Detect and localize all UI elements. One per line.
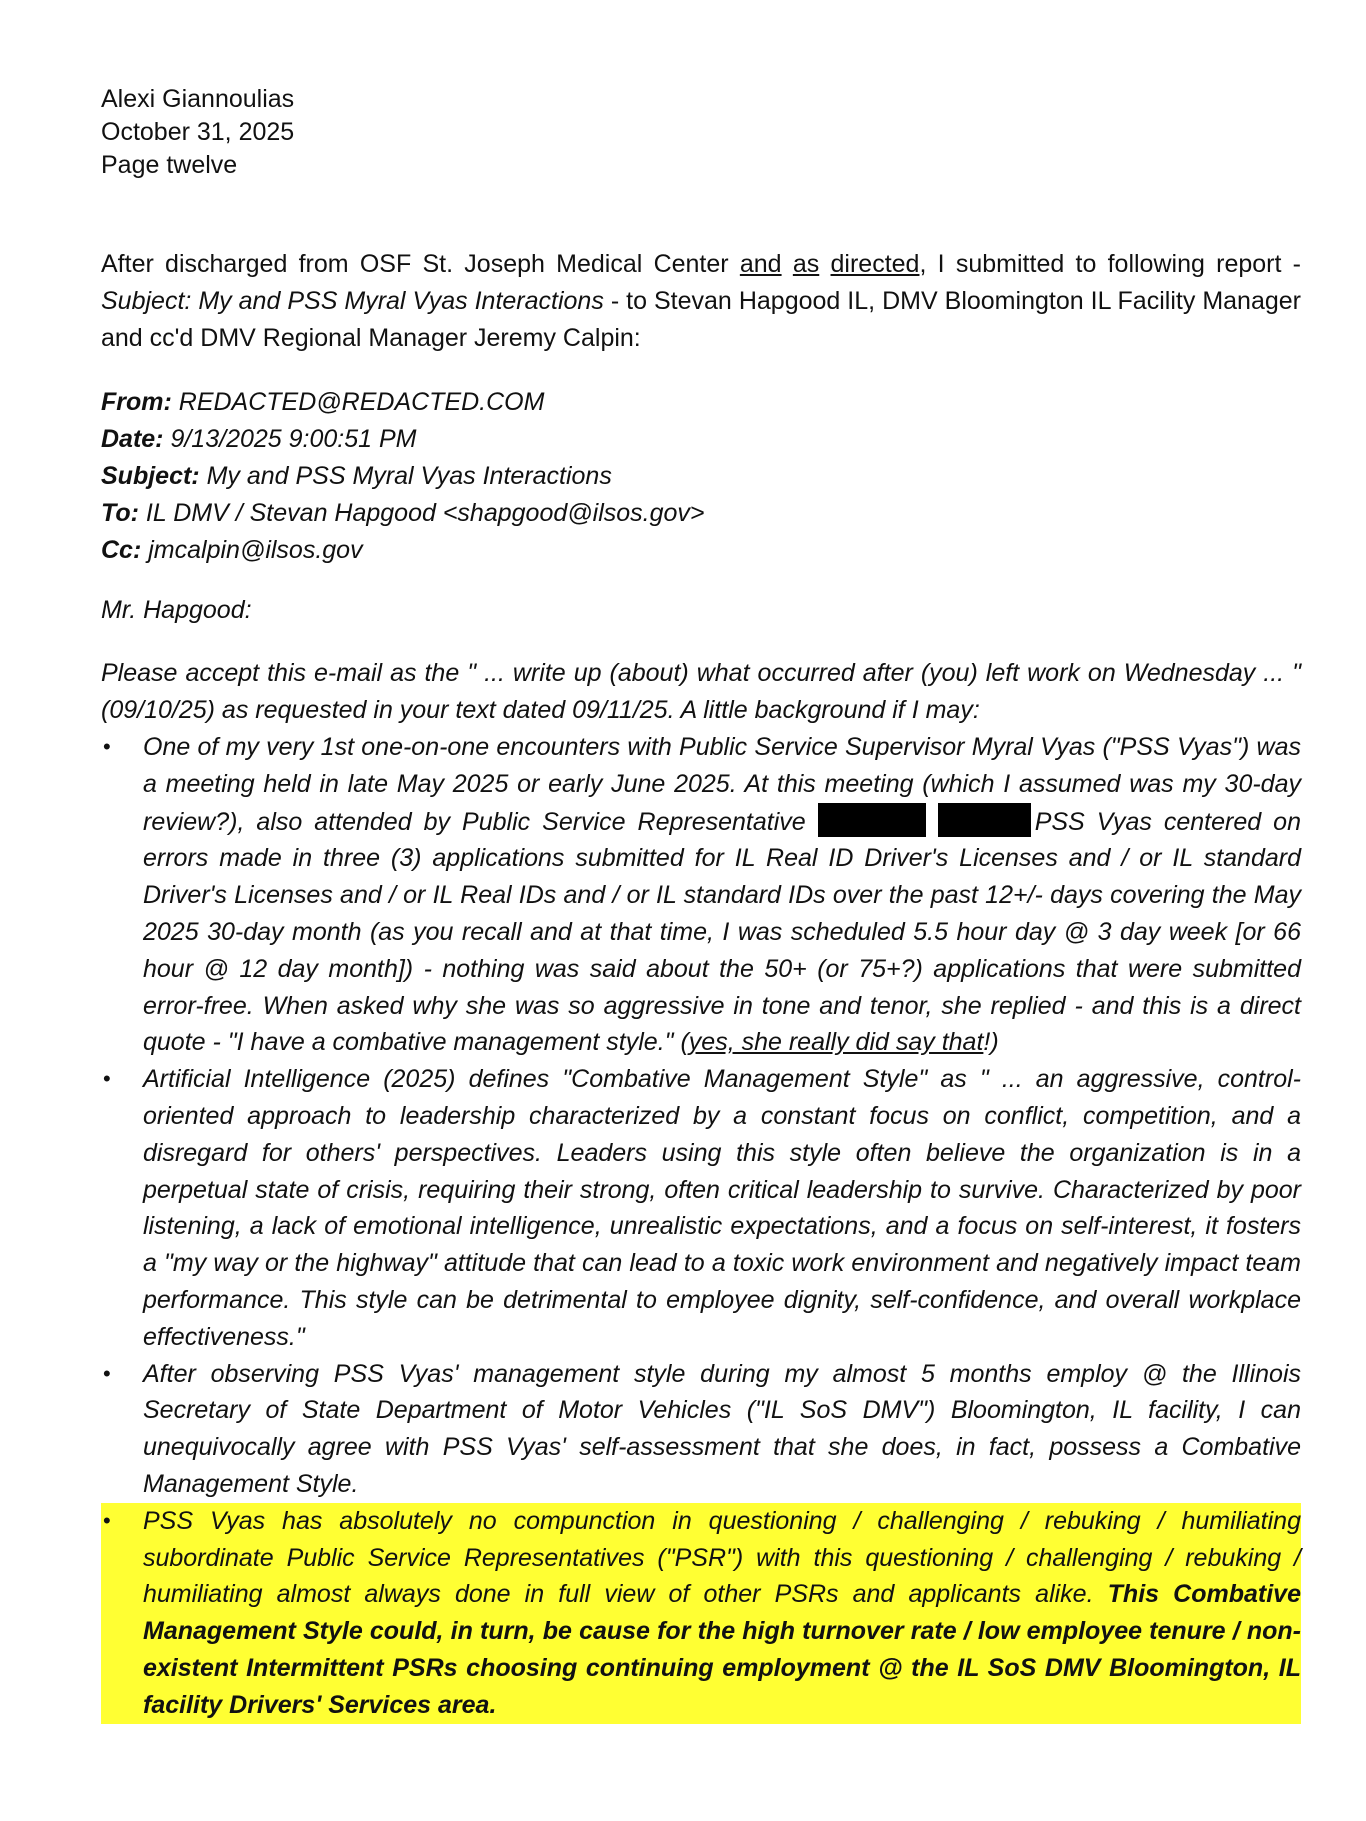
bullet-dot-icon: • bbox=[103, 1360, 111, 1386]
date-label: Date: bbox=[101, 425, 164, 453]
recipient-name: Alexi Giannoulias bbox=[101, 85, 295, 113]
email-subject-row bbox=[101, 458, 705, 495]
cc-label: Cc: bbox=[101, 536, 142, 564]
bullet-2-text: Artificial Intelligence (2025) defines "Combative Management Style" as " ... an aggressive, control-oriented approach to leadership characterized by a constant focus on conflict, competition, and a disregard for others' perspectives. Leaders using this style often believe the organization is in a perpetual state of crisis, requiring their strong, often critical leadership to survive. Characterized by poor listening, a lack of emotional intelligence, unrealistic expectations, and a focus on self-interest, it fosters a "my way or the highway" attitude that can lead to a toxic work environment and negatively impact team performance. This style can be detrimental to employee dignity, self-confidence, and overall workplace effectiveness." bbox=[143, 1065, 1301, 1351]
letter-header bbox=[101, 83, 294, 182]
subject-label: Subject: bbox=[101, 462, 200, 490]
intro-and: and bbox=[739, 250, 782, 278]
bullet-dot-icon: • bbox=[103, 1507, 111, 1533]
email-to-row bbox=[101, 495, 705, 532]
bullet-4-text-bold: This Combative Management Style could, in turn, be cause for the high turnover rate / low employee tenure / non-existent Intermittent PSRs choosing continuing employment @ the IL SoS DMV Bloomington, IL facility Drivers' Services area. bbox=[143, 1580, 1301, 1719]
from-label: From: bbox=[101, 388, 172, 416]
to-label: To: bbox=[101, 499, 139, 527]
email-from-row bbox=[101, 384, 705, 421]
bullet-item-1 bbox=[101, 729, 1301, 1061]
bullet-dot-icon: • bbox=[103, 734, 111, 759]
intro-text-1: After discharged from OSF St. Joseph Medical Center bbox=[101, 250, 740, 278]
email-header bbox=[101, 384, 705, 569]
redaction-box bbox=[818, 803, 926, 837]
intro-paragraph bbox=[101, 246, 1301, 357]
redaction-box bbox=[938, 803, 1031, 837]
bullet-list bbox=[101, 729, 1301, 1724]
subject-value: My and PSS Myral Vyas Interactions bbox=[199, 462, 612, 490]
to-value: IL DMV / Stevan Hapgood <shapgood@ilsos.gov> bbox=[138, 499, 705, 527]
letter-date: October 31, 2025 bbox=[101, 118, 295, 146]
bullet-3-text: After observing PSS Vyas' management style during my almost 5 months employ @ the Illinois Secretary of State Department of Motor Vehicles ("IL SoS DMV") Bloomington, IL facility, I can unequivocally agree with PSS Vyas' self-assessment that she does, in fact, possess a Combative Management Style. bbox=[143, 1359, 1301, 1498]
background-paragraph: Please accept this e-mail as the " ... write up (about) what occurred after (you) left work on Wednesday ... " (09/10/25) as requested in your text dated 09/11/25. A little background if I may: bbox=[101, 659, 1301, 724]
intro-subject: Subject: My and PSS Myral Vyas Interactions bbox=[101, 287, 604, 315]
intro-space-1 bbox=[782, 250, 793, 278]
intro-text-3: - to Stevan Hapgood IL, DMV Bloomington IL Facility Manager and cc'd DMV Regional Manager Jeremy Calpin: bbox=[101, 287, 1301, 352]
salutation: Mr. Hapgood: bbox=[101, 596, 252, 624]
bullet-item-2 bbox=[101, 1061, 1301, 1355]
bullet-1-text-a: One of my very 1st one-on-one encounters with Public Service Supervisor Myral Vyas ("PSS Vyas") was a meeting held in late May 2025 or early June 2025. At this meeting (which I assumed was my 30-day review?), also attended by Public Service Representative bbox=[143, 733, 1301, 836]
intro-directed: directed bbox=[830, 250, 920, 278]
bullet-item-4-highlighted bbox=[101, 1503, 1301, 1724]
cc-value: jmcalpin@ilsos.gov bbox=[141, 536, 363, 564]
bullet-1-underlined: (yes, she really did say that bbox=[680, 1028, 984, 1057]
from-value: REDACTED@REDACTED.COM bbox=[171, 388, 545, 416]
bullet-1-text-b: PSS Vyas centered on errors made in three (3) applications submitted for IL Real ID Driver's Licenses and / or IL standard Driver's Licenses and / or IL Real IDs and / or IL standard IDs over the past 12+/- days covering the May 2025 30-day month (as you recall and at that time, I was scheduled 5.5 hour day @ 3 day week [or 66 hour @ 12 day month]) - nothing was said about the 50+ (or 75+?) applications that were submitted error-free. When asked why she was so aggressive in tone and tenor, she replied - and this is a direct quote - "I have a combative management style." bbox=[143, 807, 1301, 1057]
email-date-row bbox=[101, 421, 705, 458]
page-number: Page twelve bbox=[101, 151, 238, 179]
intro-space-2 bbox=[819, 250, 830, 278]
email-cc-row bbox=[101, 532, 705, 569]
intro-as: as bbox=[792, 250, 820, 278]
bullet-item-3 bbox=[101, 1356, 1301, 1503]
date-value: 9/13/2025 9:00:51 PM bbox=[163, 425, 417, 453]
bullet-1-text-d: !) bbox=[983, 1028, 999, 1057]
intro-text-2: , I submitted to following report - bbox=[919, 250, 1302, 278]
bullet-4-text-a: PSS Vyas has absolutely no compunction in questioning / challenging / rebuking / humiliating subordinate Public Service Representatives ("PSR") with this questioning / challenging / rebuking / humiliating almost always done in full view of other PSRs and applicants alike. bbox=[143, 1506, 1301, 1609]
bullet-dot-icon: • bbox=[103, 1066, 111, 1092]
